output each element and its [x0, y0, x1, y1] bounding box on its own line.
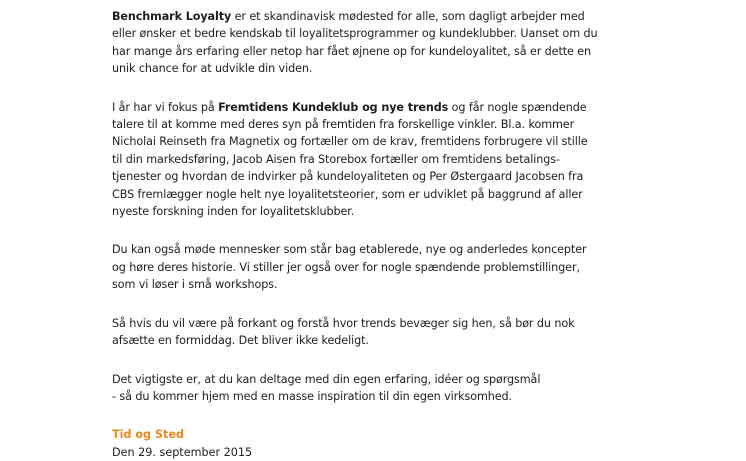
event-info — [112, 426, 592, 461]
meet-paragraph — [112, 241, 592, 293]
meet-line-1: Du kan også møde mennesker som står bag etablerede, nye og anderledes koncepter — [112, 243, 587, 257]
closing-line-1: Det vigtigste er, at du kan deltage med din egen erfaring, idéer og spørgsmål — [112, 372, 541, 386]
meet-line-2: og høre deres historie. Vi stiller jer også over for nogle spændende problemstillinger, — [112, 260, 580, 274]
trends-paragraph — [112, 315, 592, 350]
intro-line-1-text: er et skandinavisk mødested for alle, som dagligt arbejder med — [231, 10, 585, 23]
intro-line-1 — [112, 8, 592, 25]
focus-line-5: tjenester og hvordan de indvirker på kundeloyaliteten og Per Østergaard Jacobsen fra — [112, 170, 584, 184]
intro-paragraph — [112, 8, 598, 78]
trends-line-1: Så hvis du vil være på forkant og forstå hvor trends bevæger sig hen, så bør du nok — [112, 316, 575, 330]
document-body — [112, 8, 598, 461]
event-date: Den 29. september 2015 — [112, 445, 253, 459]
focus-theme: Fremtidens Kundeklub og nye trends — [218, 100, 449, 114]
focus-paragraph — [112, 99, 592, 221]
focus-line-3: Nicholai Reinseth fra Magnetix og fortæller om de krav, fremtidens forbrugere vil stille — [112, 135, 588, 149]
intro-line-3: har mange års erfaring eller netop har fået øjnene op for kundeloyalitet, så er dette en — [112, 44, 592, 58]
focus-line-4: til din markedsføring, Jacob Aisen fra Storebox fortæller om fremtidens betalings- — [112, 152, 560, 166]
intro-line-4: unik chance for at udvikle din viden. — [112, 62, 313, 76]
time-place-heading: Tid og Sted — [112, 428, 184, 442]
focus-line-1 — [112, 99, 592, 116]
focus-line-1-post: og får nogle spændende — [448, 100, 587, 114]
closing-paragraph — [112, 371, 592, 406]
intro-line-2: eller ønsker et bedre kendskab til loyalitetsprogrammer og kundeklubber. Uanset om du — [112, 27, 598, 41]
focus-line-1-pre: I år har vi fokus på — [112, 100, 219, 114]
focus-line-2: talere til at komme med deres syn på fremtiden fra forskellige vinkler. Bl.a. kommer — [112, 118, 575, 132]
focus-line-7: nyeste forskning inden for loyalitetsklubber. — [112, 205, 355, 219]
focus-line-6: CBS fremlægger nogle helt nye loyalitetsteorier, som er udviklet på baggrund af aller — [112, 187, 583, 201]
brand-name: Benchmark Loyalty — [112, 10, 232, 23]
meet-line-3: som vi løser i små workshops. — [112, 278, 278, 292]
trends-line-2: afsætte en formiddag. Det bliver ikke kedeligt. — [112, 334, 369, 348]
closing-line-2: - så du kommer hjem med en masse inspiration til din egen virksomhed. — [112, 389, 513, 403]
